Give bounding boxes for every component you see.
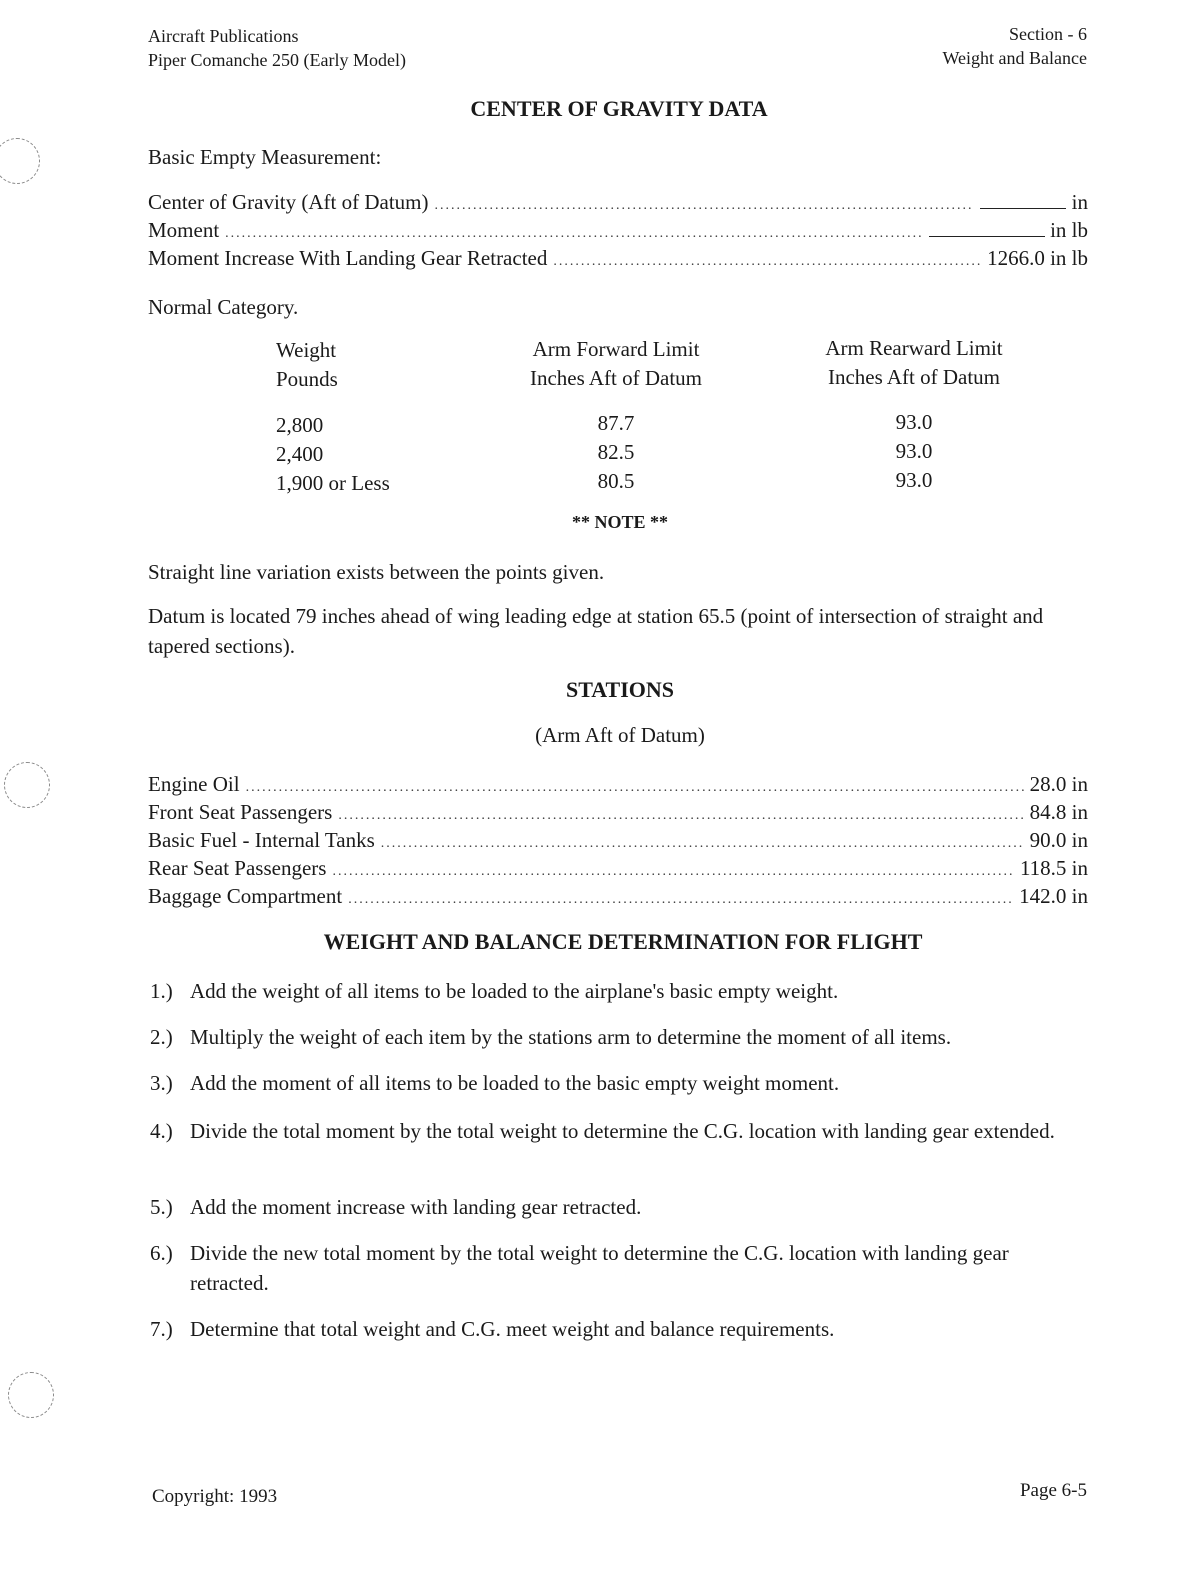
header-line: Pounds bbox=[276, 367, 338, 391]
station-label: Rear Seat Passengers bbox=[148, 856, 327, 880]
step-text: Multiply the weight of each item by the stations arm to determine the moment of all items. bbox=[190, 1025, 952, 1049]
station-label: Baggage Compartment bbox=[148, 884, 343, 908]
cg-row-moment-increase bbox=[148, 244, 1088, 276]
step-item bbox=[150, 1116, 1080, 1146]
col-header-forward bbox=[496, 335, 736, 393]
step-number: 1.) bbox=[150, 979, 173, 1003]
step-number: 3.) bbox=[150, 1071, 173, 1095]
leader-dots bbox=[553, 248, 981, 276]
step-text: Add the moment of all items to be loaded to the basic empty weight moment. bbox=[190, 1071, 840, 1095]
punch-hole-bottom bbox=[8, 1372, 54, 1418]
cg-row-value bbox=[980, 188, 1088, 216]
col-header-rearward bbox=[794, 334, 1034, 392]
step-item bbox=[150, 1068, 1080, 1098]
note-line-variation: Straight line variation exists between the points given. bbox=[148, 560, 605, 584]
step-item bbox=[150, 1022, 1080, 1052]
station-value: 28.0 in bbox=[1029, 772, 1088, 796]
header-line: Inches Aft of Datum bbox=[529, 366, 703, 390]
basic-empty-label: Basic Empty Measurement: bbox=[148, 145, 382, 169]
cg-row-label: Moment Increase With Landing Gear Retracted bbox=[148, 246, 548, 270]
note-datum-location: Datum is located 79 inches ahead of wing leading edge at station 65.5 (point of intersection of straight and tapered sections). bbox=[148, 604, 1044, 658]
aircraft-model: Piper Comanche 250 (Early Model) bbox=[148, 50, 406, 70]
step-item bbox=[150, 1238, 1080, 1298]
header-line: Arm Rearward Limit bbox=[825, 336, 1003, 360]
step-number: 5.) bbox=[150, 1195, 173, 1219]
station-value: 84.8 in bbox=[1029, 800, 1088, 824]
table-cell: 1,900 or Less bbox=[276, 471, 390, 495]
step-item bbox=[150, 1314, 1080, 1344]
station-value: 142.0 in bbox=[1019, 884, 1088, 908]
step-text: Add the moment increase with landing gear retracted. bbox=[190, 1195, 642, 1219]
step-number: 4.) bbox=[150, 1119, 173, 1143]
step-text: Divide the total moment by the total weight to determine the C.G. location with landing gear extended. bbox=[190, 1119, 1055, 1143]
step-text: Divide the new total moment by the total weight to determine the C.G. location with landing gear retracted. bbox=[190, 1241, 1009, 1295]
stations-subtitle: (Arm Aft of Datum) bbox=[535, 723, 705, 747]
unit-label: in bbox=[1071, 190, 1088, 214]
station-label: Front Seat Passengers bbox=[148, 800, 333, 824]
table-cell: 93.0 bbox=[895, 468, 933, 492]
cg-row-label: Moment bbox=[148, 218, 220, 242]
step-number: 6.) bbox=[150, 1241, 173, 1265]
header-right bbox=[943, 22, 1088, 70]
step-number: 2.) bbox=[150, 1025, 173, 1049]
cg-row-value bbox=[929, 216, 1088, 244]
station-label: Engine Oil bbox=[148, 772, 240, 796]
stations-title: STATIONS bbox=[565, 677, 674, 702]
step-item bbox=[150, 1192, 1080, 1222]
table-cell: 80.5 bbox=[597, 469, 635, 493]
publisher-name: Aircraft Publications bbox=[148, 26, 299, 46]
blank-field bbox=[980, 190, 1066, 209]
station-value: 90.0 in bbox=[1029, 828, 1088, 852]
step-text: Determine that total weight and C.G. meet weight and balance requirements. bbox=[190, 1317, 835, 1341]
col-forward-values bbox=[556, 409, 676, 496]
table-cell: 82.5 bbox=[597, 440, 635, 464]
step-item bbox=[150, 976, 1080, 1006]
note-title: ** NOTE ** bbox=[571, 512, 668, 532]
punch-hole-middle bbox=[4, 762, 50, 808]
station-value: 118.5 in bbox=[1019, 856, 1088, 880]
header-line: Inches Aft of Datum bbox=[827, 365, 1001, 389]
table-cell: 2,800 bbox=[276, 413, 324, 437]
section-number: Section - 6 bbox=[1009, 24, 1087, 44]
normal-category-label: Normal Category. bbox=[148, 295, 299, 319]
header-line: Arm Forward Limit bbox=[532, 337, 700, 361]
cg-data-title: CENTER OF GRAVITY DATA bbox=[470, 96, 768, 121]
table-cell: 2,400 bbox=[276, 442, 324, 466]
step-number: 7.) bbox=[150, 1317, 173, 1341]
col-rearward-values bbox=[854, 408, 974, 495]
col-header-weight bbox=[276, 336, 338, 394]
cg-row-value: 1266.0 in lb bbox=[987, 246, 1088, 270]
copyright: Copyright: 1993 bbox=[152, 1486, 278, 1507]
page-number: Page 6-5 bbox=[1019, 1480, 1087, 1501]
step-text: Add the weight of all items to be loaded to the airplane's basic empty weight. bbox=[190, 979, 839, 1003]
unit-label: in lb bbox=[1050, 218, 1088, 242]
col-weight-values bbox=[276, 411, 390, 498]
section-title: Weight and Balance bbox=[942, 48, 1087, 68]
table-cell: 93.0 bbox=[895, 410, 933, 434]
leader-dots bbox=[348, 886, 1013, 914]
header-line: Weight bbox=[276, 338, 337, 362]
punch-hole-top bbox=[0, 138, 40, 184]
header-left bbox=[148, 24, 406, 72]
table-cell: 87.7 bbox=[597, 411, 635, 435]
station-label: Basic Fuel - Internal Tanks bbox=[148, 828, 375, 852]
table-cell: 93.0 bbox=[895, 439, 933, 463]
station-row-baggage bbox=[148, 882, 1088, 914]
determination-title: WEIGHT AND BALANCE DETERMINATION FOR FLIGHT bbox=[323, 929, 923, 954]
blank-field bbox=[929, 218, 1045, 237]
cg-row-label: Center of Gravity (Aft of Datum) bbox=[148, 190, 429, 214]
